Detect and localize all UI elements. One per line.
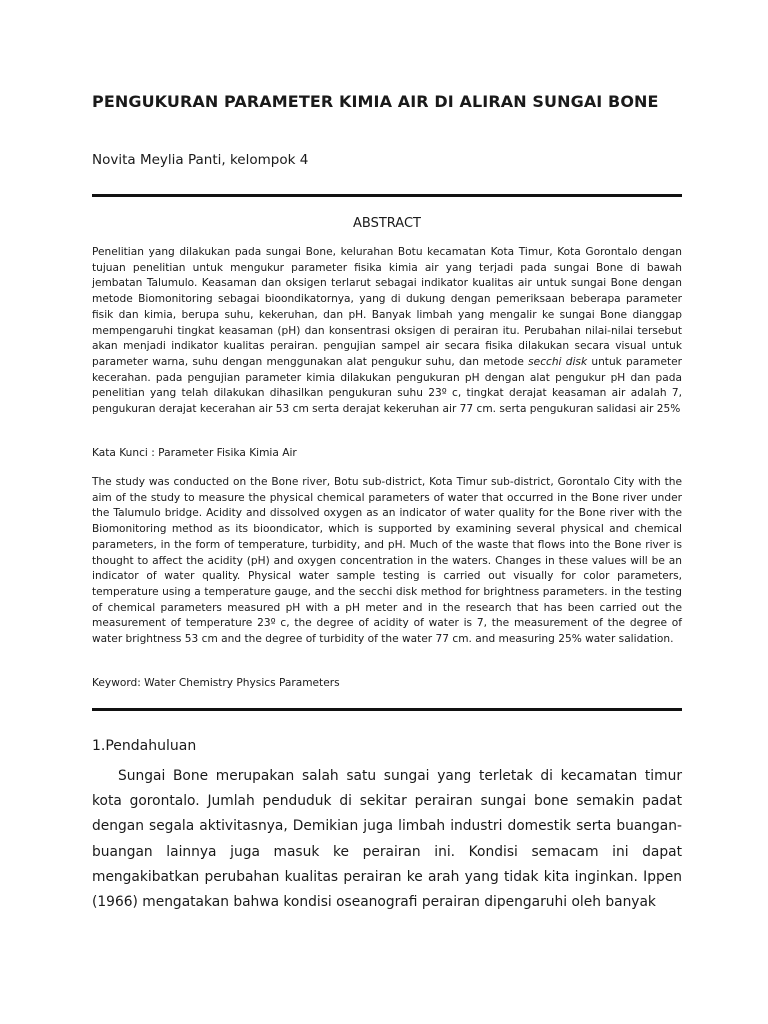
section-heading-introduction: 1.Pendahuluan	[92, 738, 197, 754]
paper-authors: Novita Meylia Panti, kelompok 4	[92, 152, 309, 168]
abstract-heading: ABSTRACT	[353, 216, 421, 231]
top-divider	[92, 194, 682, 197]
abstract-id-text-2: untuk parameter kecerahan. pada pengujian parameter kimia dilakukan pengukuran pH dengan alat pengukur pH dan pada penelitian yang telah dilakukan dihasilkan pengukuran suhu 23º c, tingkat derajat keasaman air adalah 7, pengukuran derajat kecerahan air 53 cm serta derajat kekeruhan air 77 cm. serta pengukuran salidasi air 25%	[92, 355, 682, 416]
introduction-paragraph: Sungai Bone merupakan salah satu sungai yang terletak di kecamatan timur kota gorontalo. Jumlah penduduk di sekitar perairan sungai bone semakin padat dengan segala aktivitasnya, Demikian juga limbah industri domestik serta buangan-buangan lainnya juga masuk ke perairan ini. Kondisi semacam ini dapat mengakibatkan perubahan kualitas perairan ke arah yang tidak kita inginkan. Ippen (1966) mengatakan bahwa kondisi oseanografi perairan dipengaruhi oleh banyak	[92, 768, 682, 911]
keywords-indonesian: Kata Kunci : Parameter Fisika Kimia Air	[92, 447, 297, 459]
abstract-indonesian	[92, 245, 682, 418]
abstract-id-italic: secchi disk	[528, 355, 588, 368]
paper-title: PENGUKURAN PARAMETER KIMIA AIR DI ALIRAN SUNGAI BONE	[92, 92, 659, 111]
abstract-english: The study was conducted on the Bone river, Botu sub-district, Kota Timur sub-district, Gorontalo City with the aim of the study to measure the physical chemical parameters of water that occurred in the Bone river under the Talumulo bridge. Acidity and dissolved oxygen as an indicator of water quality for the Bone river with the Biomonitoring method as its bioondicator, which is supported by examining several physical and chemical parameters, in the form of temperature, turbidity, and pH. Much of the waste that flows into the Bone river is thought to affect the acidity (pH) and oxygen concentration in the waters. Changes in these values will be an indicator of water quality. Physical water sample testing is carried out visually for color parameters, temperature using a temperature gauge, and the secchi disk method for brightness parameters. in the testing of chemical parameters measured pH with a pH meter and in the research that has been carried out the measurement of temperature 23º c, the degree of acidity of water is 7, the measurement of the degree of water brightness 53 cm and the degree of turbidity of the water 77 cm. and measuring 25% water salidation.	[92, 476, 682, 646]
keywords-english: Keyword: Water Chemistry Physics Parameters	[92, 677, 340, 689]
bottom-divider	[92, 708, 682, 711]
abstract-id-text-1: Penelitian yang dilakukan pada sungai Bone, kelurahan Botu kecamatan Kota Timur, Kota Gorontalo dengan tujuan penelitian untuk mengukur parameter fisika kimia air yang terjadi pada sungai Bone di bawah jembatan Talumulo. Keasaman dan oksigen terlarut sebagai indikator kualitas air untuk sungai Bone dengan metode Biomonitoring sebagai bioondikatornya, yang di dukung dengan pemeriksaan beberapa parameter fisik dan kimia, berupa suhu, kekeruhan, dan pH. Banyak limbah yang mengalir ke sungai Bone dianggap mempengaruhi tingkat keasaman (pH) dan konsentrasi oksigen di perairan itu. Perubahan nilai-nilai tersebut akan menjadi indikator kualitas perairan. pengujian sampel air secara fisika dilakukan secara visual untuk parameter warna, suhu dengan menggunakan alat pengukur suhu, dan metode	[92, 246, 682, 368]
